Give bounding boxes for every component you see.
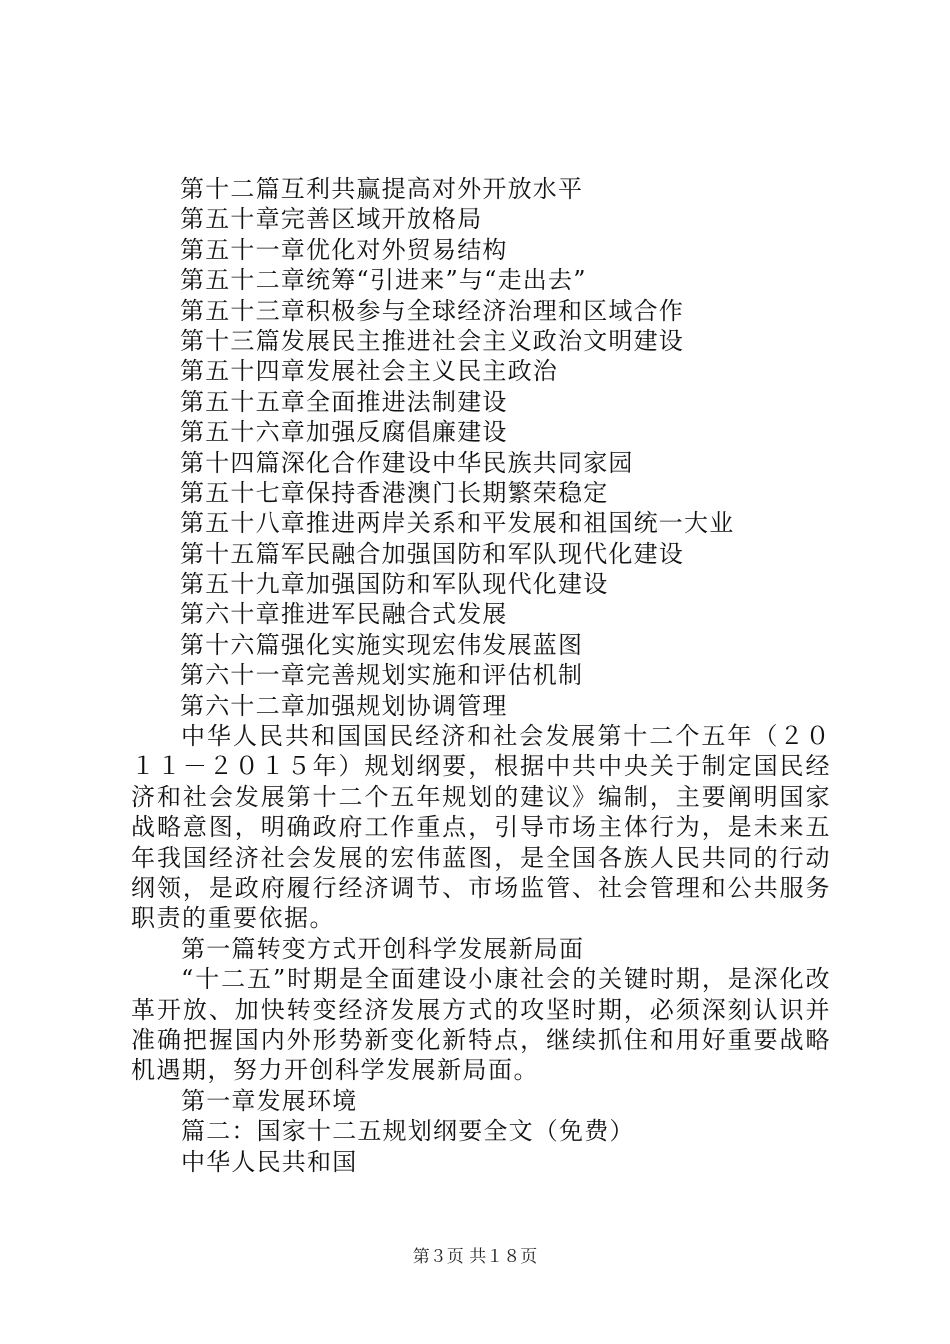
toc-chapter-52: 第五十二章统筹“引进来”与“走出去” xyxy=(180,266,587,295)
intro-paragraph: 中华人民共和国国民经济和社会发展第十二个五年（２０１１－２０１５年）规划纲要，根据中共中央关于制定国民经济和社会发展第十二个五年规划的建议》编制，主要阐明国家战略意图，明确政府工作重点，引导市场主体行为，是未来五年我国经济社会发展的宏伟蓝图，是全国各族人民共同的行动纲领，是政府履行经济调节、市场监管、社会管理和公共服务职责的重要依据。 xyxy=(131,722,831,933)
toc-part-15: 第十五篇军民融合加强国防和军队现代化建设 xyxy=(180,539,684,568)
toc-chapter-55: 第五十五章全面推进法制建设 xyxy=(180,387,508,416)
toc-chapter-54: 第五十四章发展社会主义民主政治 xyxy=(180,357,558,386)
part-one-title: 第一篇转变方式开创科学发展新局面 xyxy=(181,934,585,963)
chapter-one-title: 第一章发展环境 xyxy=(181,1086,358,1115)
toc-part-14: 第十四篇深化合作建设中华民族共同家园 xyxy=(180,448,634,477)
toc-chapter-51: 第五十一章优化对外贸易结构 xyxy=(180,235,508,264)
toc-part-12: 第十二篇互利共赢提高对外开放水平 xyxy=(180,175,584,203)
part-one-paragraph: “十二五”时期是全面建设小康社会的关键时期，是深化改革开放、加快转变经济发展方式的攻坚时期，必须深刻认识并准确把握国内外形势新变化新特点，继续抓住和用好重要战略机遇期，努力开创科学发展新局面。 xyxy=(131,965,831,1085)
table-of-contents xyxy=(180,174,860,721)
toc-chapter-50: 第五十章完善区域开放格局 xyxy=(180,205,483,234)
toc-chapter-61: 第六十一章完善规划实施和评估机制 xyxy=(180,661,584,690)
toc-chapter-57: 第五十七章保持香港澳门长期繁荣稳定 xyxy=(180,478,609,507)
body-text xyxy=(131,721,831,1177)
country-name: 中华人民共和国 xyxy=(181,1147,358,1176)
toc-part-13: 第十三篇发展民主推进社会主义政治文明建设 xyxy=(180,326,684,355)
page-number-footer: 第３页 共１８页 xyxy=(412,1247,538,1267)
toc-chapter-59: 第五十九章加强国防和军队现代化建设 xyxy=(180,570,609,599)
toc-part-16: 第十六篇强化实施实现宏伟发展蓝图 xyxy=(180,630,584,659)
toc-chapter-62: 第六十二章加强规划协调管理 xyxy=(180,691,508,720)
toc-chapter-53: 第五十三章积极参与全球经济治理和区域合作 xyxy=(180,296,684,325)
toc-chapter-56: 第五十六章加强反腐倡廉建设 xyxy=(180,418,508,447)
toc-chapter-58: 第五十八章推进两岸关系和平发展和祖国统一大业 xyxy=(180,509,735,538)
toc-chapter-60: 第六十章推进军民融合式发展 xyxy=(180,600,508,629)
article-two-title: 篇二：国家十二五规划纲要全文（免费） xyxy=(181,1117,635,1146)
